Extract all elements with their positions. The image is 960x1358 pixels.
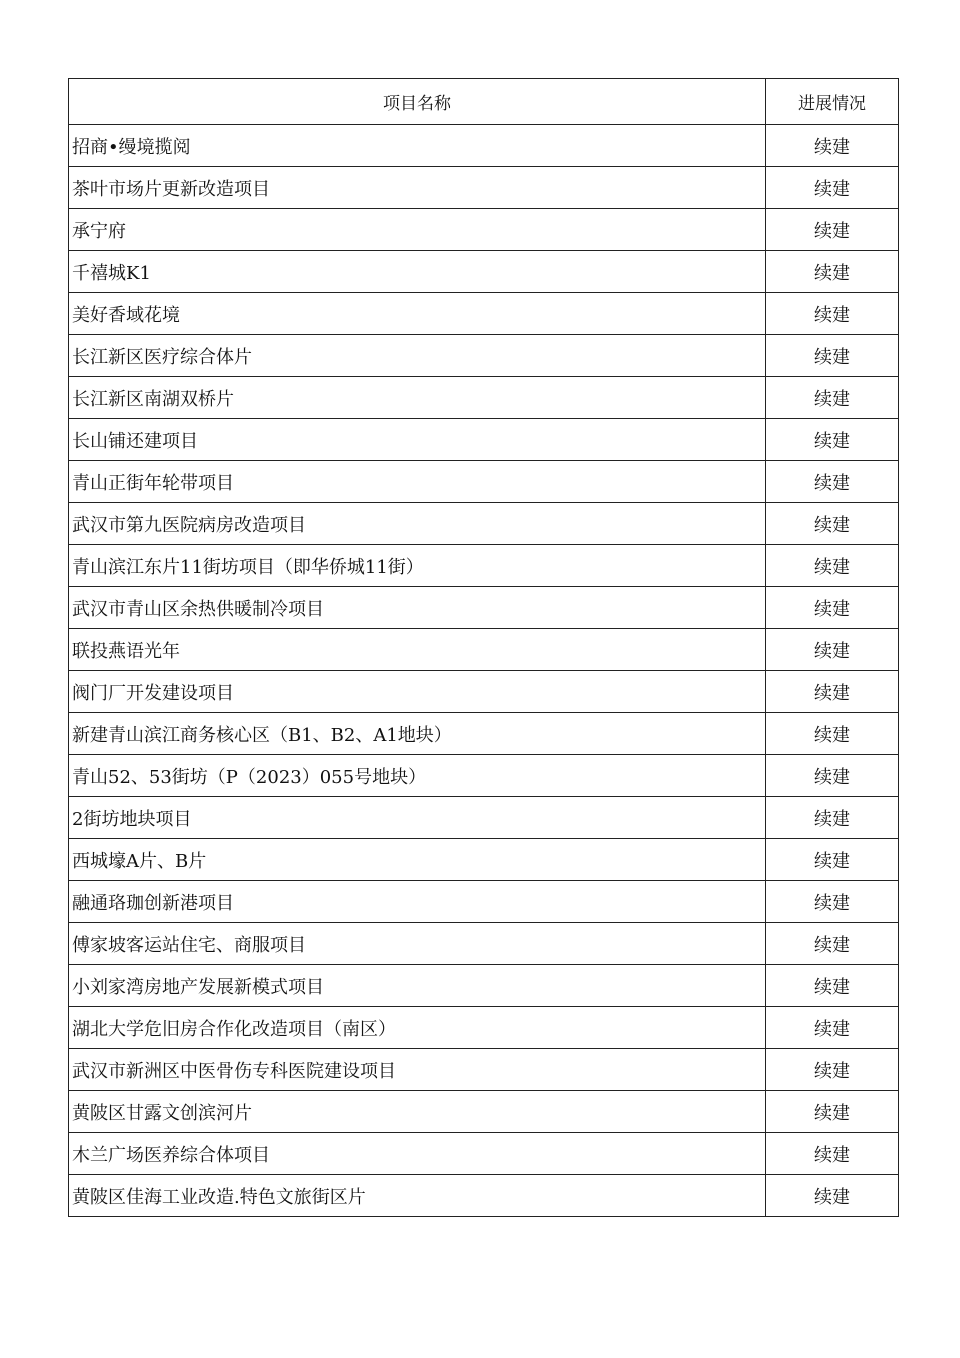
project-name-cell: 承宁府	[69, 209, 766, 251]
progress-status-cell: 续建	[766, 839, 899, 881]
project-name-cell: 融通珞珈创新港项目	[69, 881, 766, 923]
table-row	[69, 629, 899, 671]
progress-status-cell: 续建	[766, 377, 899, 419]
progress-status-cell: 续建	[766, 629, 899, 671]
project-name-cell: 长江新区南湖双桥片	[69, 377, 766, 419]
project-name-cell: 武汉市新洲区中医骨伤专科医院建设项目	[69, 1049, 766, 1091]
progress-status-cell: 续建	[766, 125, 899, 167]
table-row	[69, 335, 899, 377]
progress-status-cell: 续建	[766, 545, 899, 587]
progress-status-cell: 续建	[766, 335, 899, 377]
project-name-cell: 青山滨江东片11街坊项目（即华侨城11街）	[69, 545, 766, 587]
progress-status-cell: 续建	[766, 587, 899, 629]
project-name-cell: 木兰广场医养综合体项目	[69, 1133, 766, 1175]
progress-status-cell: 续建	[766, 461, 899, 503]
table-row	[69, 881, 899, 923]
project-name-cell: 黄陂区甘露文创滨河片	[69, 1091, 766, 1133]
table-row	[69, 587, 899, 629]
table-row	[69, 1007, 899, 1049]
table-row	[69, 923, 899, 965]
header-row	[69, 79, 899, 125]
project-name-cell: 2街坊地块项目	[69, 797, 766, 839]
project-name-cell: 青山正街年轮带项目	[69, 461, 766, 503]
table-row	[69, 839, 899, 881]
project-name-cell: 联投燕语光年	[69, 629, 766, 671]
table-row	[69, 461, 899, 503]
project-name-cell: 傅家坡客运站住宅、商服项目	[69, 923, 766, 965]
progress-status-cell: 续建	[766, 293, 899, 335]
table-row	[69, 209, 899, 251]
progress-status-cell: 续建	[766, 1175, 899, 1217]
table-row	[69, 419, 899, 461]
progress-status-cell: 续建	[766, 251, 899, 293]
progress-status-cell: 续建	[766, 923, 899, 965]
progress-status-cell: 续建	[766, 167, 899, 209]
table-row	[69, 1133, 899, 1175]
project-name-cell: 武汉市第九医院病房改造项目	[69, 503, 766, 545]
table-row	[69, 167, 899, 209]
project-name-cell: 西城壕A片、B片	[69, 839, 766, 881]
table-row	[69, 503, 899, 545]
table-row	[69, 755, 899, 797]
table-row	[69, 1049, 899, 1091]
progress-status-cell: 续建	[766, 671, 899, 713]
table-row	[69, 1175, 899, 1217]
table-row	[69, 545, 899, 587]
project-name-cell: 招商•缦境揽阅	[69, 125, 766, 167]
progress-status-cell: 续建	[766, 1007, 899, 1049]
project-name-cell: 长江新区医疗综合体片	[69, 335, 766, 377]
table-row	[69, 125, 899, 167]
project-name-cell: 长山铺还建项目	[69, 419, 766, 461]
project-name-cell: 武汉市青山区余热供暖制冷项目	[69, 587, 766, 629]
table-header	[69, 79, 899, 125]
project-name-cell: 千禧城K1	[69, 251, 766, 293]
table-row	[69, 671, 899, 713]
project-name-cell: 湖北大学危旧房合作化改造项目（南区）	[69, 1007, 766, 1049]
column-header-progress: 进展情况	[766, 79, 899, 125]
progress-status-cell: 续建	[766, 419, 899, 461]
progress-status-cell: 续建	[766, 1049, 899, 1091]
project-name-cell: 阀门厂开发建设项目	[69, 671, 766, 713]
table-body	[69, 125, 899, 1217]
progress-status-cell: 续建	[766, 881, 899, 923]
table-row	[69, 251, 899, 293]
progress-status-cell: 续建	[766, 209, 899, 251]
project-name-cell: 黄陂区佳海工业改造.特色文旅街区片	[69, 1175, 766, 1217]
table-row	[69, 1091, 899, 1133]
table-row	[69, 713, 899, 755]
project-name-cell: 茶叶市场片更新改造项目	[69, 167, 766, 209]
progress-status-cell: 续建	[766, 755, 899, 797]
progress-status-cell: 续建	[766, 1133, 899, 1175]
table-row	[69, 377, 899, 419]
progress-status-cell: 续建	[766, 1091, 899, 1133]
progress-status-cell: 续建	[766, 713, 899, 755]
progress-status-cell: 续建	[766, 797, 899, 839]
table-row	[69, 797, 899, 839]
column-header-project-name: 项目名称	[69, 79, 766, 125]
table-row	[69, 965, 899, 1007]
project-progress-table	[68, 78, 899, 1217]
project-name-cell: 新建青山滨江商务核心区（B1、B2、A1地块）	[69, 713, 766, 755]
table-row	[69, 293, 899, 335]
progress-status-cell: 续建	[766, 965, 899, 1007]
project-name-cell: 美好香域花境	[69, 293, 766, 335]
project-name-cell: 小刘家湾房地产发展新模式项目	[69, 965, 766, 1007]
progress-status-cell: 续建	[766, 503, 899, 545]
project-name-cell: 青山52、53街坊（P（2023）055号地块）	[69, 755, 766, 797]
